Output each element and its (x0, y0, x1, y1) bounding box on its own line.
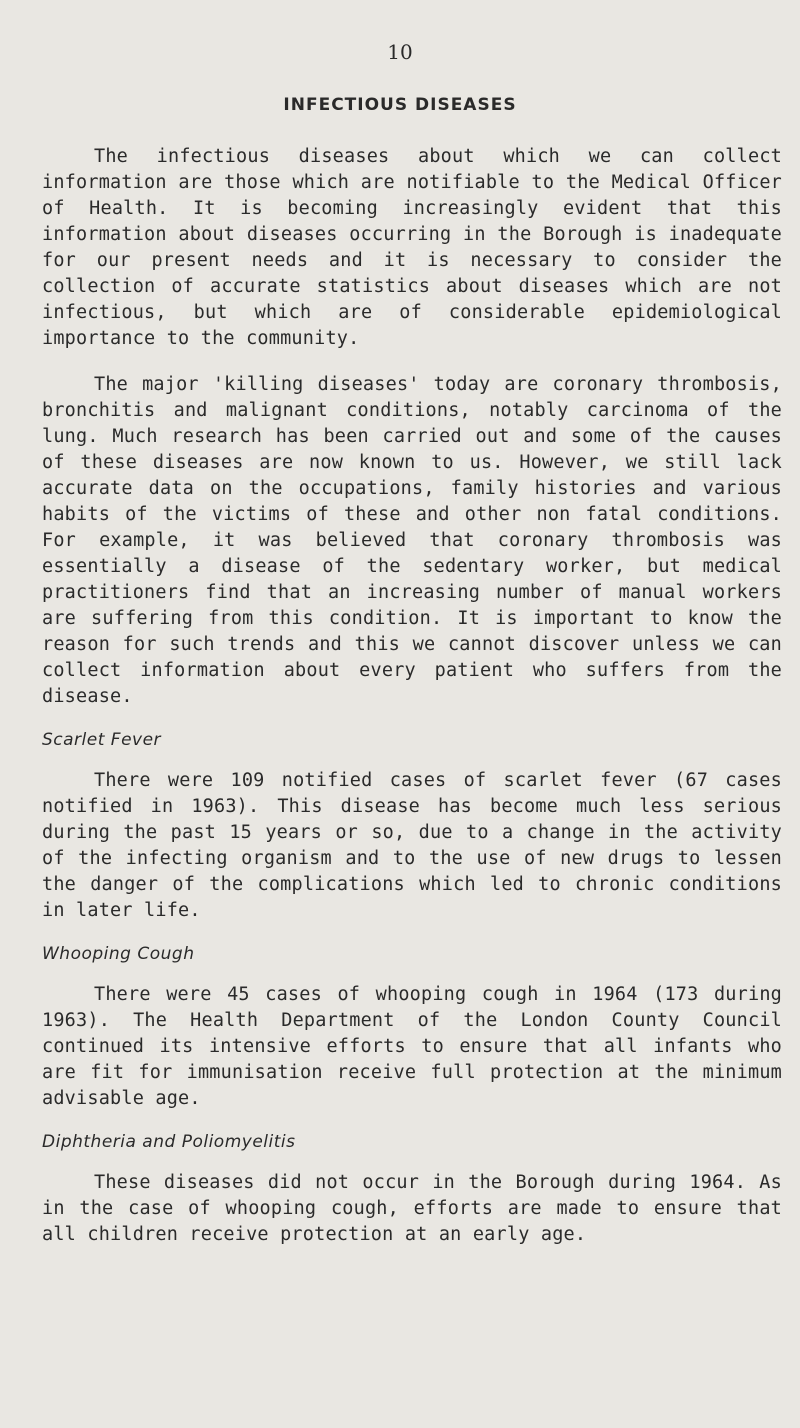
section-paragraph-whooping-cough: There were 45 cases of whooping cough in 1964 (173 during 1963). The Health Department of the London County Council continued its intensive efforts to ensure that all infants who are fit for immunisation receive full protection at the minimum advisable age. (42, 984, 782, 1109)
section-heading-scarlet-fever: Scarlet Fever (42, 730, 162, 750)
document-body (42, 144, 782, 1268)
section-heading-whooping-cough: Whooping Cough (42, 944, 195, 964)
intro-paragraph-2: The major 'killing diseases' today are coronary thrombosis, bronchitis and malignant conditions, notably carcinoma of the lung. Much research has been carried out and some of the causes of these diseases are now known to us. However, we still lack accurate data on the occupations, family histories and various habits of the victims of these and other non fatal conditions. For example, it was believed that coronary thrombosis was essentially a disease of the sedentary worker, but medical practitioners find that an increasing number of manual workers are suffering from this condition. It is important to know the reason for such trends and this we cannot discover unless we can collect information about every patient who suffers from the disease. (42, 374, 782, 707)
section-paragraph-scarlet-fever: There were 109 notified cases of scarlet fever (67 cases notified in 1963). This disease has become much less serious during the past 15 years or so, due to a change in the activity of the infecting organism and to the use of new drugs to lessen the danger of the complications which led to chronic conditions in later life. (42, 770, 782, 921)
section-paragraph-diphtheria-poliomyelitis: These diseases did not occur in the Borough during 1964. As in the case of whooping cough, efforts are made to ensure that all children receive protection at an early age. (42, 1172, 782, 1245)
section-heading-diphtheria-poliomyelitis: Diphtheria and Poliomyelitis (42, 1132, 296, 1152)
page-title: INFECTIOUS DISEASES (283, 95, 517, 115)
intro-paragraph-1: The infectious diseases about which we can collect information are those which are notifiable to the Medical Officer of Health. It is becoming increasingly evident that this information about diseases occurring in the Borough is inadequate for our present needs and it is necessary to consider the collection of accurate statistics about diseases which are not infectious, but which are of considerable epidemiological importance to the community. (42, 146, 782, 349)
page-number: 10 (387, 40, 413, 64)
